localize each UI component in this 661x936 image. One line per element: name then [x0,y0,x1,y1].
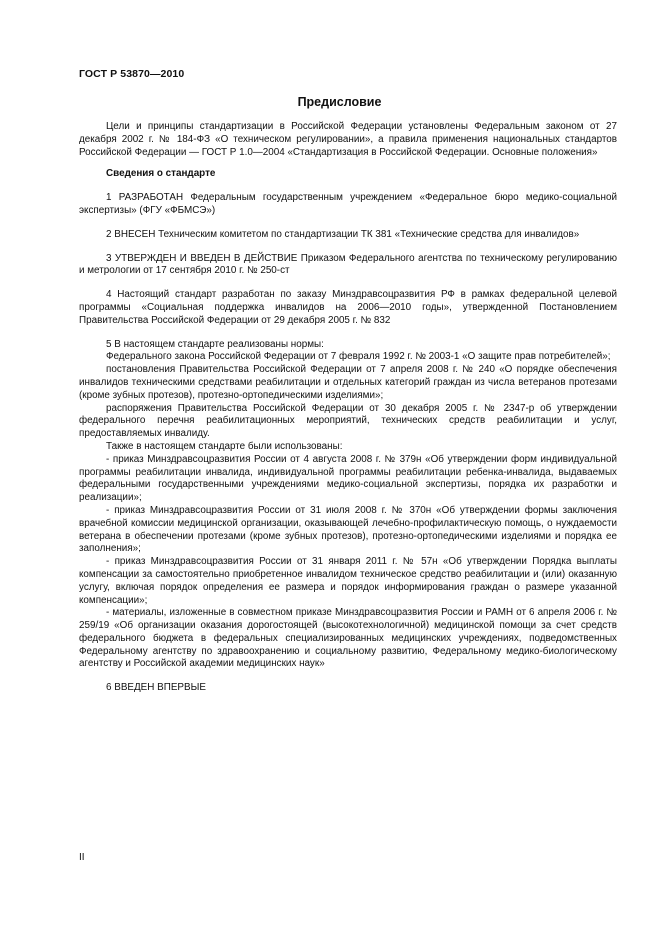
item-5-paragraph: постановления Правительства Российской Федерации от 7 апреля 2008 г. № 240 «О порядке обеспечения инвалидов техническими средствами реабилитации и отдельных категорий граждан из числа ветеранов протезами (кроме зубных протезов), протезно-ортопедическими изделиями»; [79,364,617,401]
item-6: 6 ВВЕДЕН ВПЕРВЫЕ [106,682,206,694]
item-2: 2 ВНЕСЕН Техническим комитетом по стандартизации ТК 381 «Технические средства для инвалидов» [106,228,580,240]
item-5-intro: 5 В настоящем стандарте реализованы нормы: [106,338,324,350]
intro-paragraph: Цели и принципы стандартизации в Российской Федерации установлены Федеральным законом от 27 декабря 2002 г. № 184-ФЗ «О техническом регулировании», а правила применения национальных стандартов Российской Федерации — ГОСТ Р 1.0—2004 «Стандартизация в Российской Федерации. Основные положения» [79,121,617,158]
page-number: II [79,852,85,863]
standard-id: ГОСТ Р 53870—2010 [79,68,185,80]
item-4: 4 Настоящий стандарт разработан по заказу Минздравсоцразвития РФ в рамках федеральной целевой программы «Социальная поддержка инвалидов на 2006—2010 годы», утвержденной Постановлением Правительства Российской Федерации от 29 декабря 2005 г. № 832 [79,289,617,326]
preface-content [79,121,617,695]
item-5-paragraph: Федерального закона Российской Федерации от 7 февраля 1992 г. № 2003-1 «О защите прав потребителей»; [106,351,611,363]
item-5-paragraph: - приказ Минздравсоцразвития России от 31 июля 2008 г. № 370н «Об утверждении формы заключения врачебной комиссии медицинской организации, оказывающей лечебно-профилактическую помощь, о нуждаемости ветерана в обеспечении протезами (кроме зубных протезов), протезно-ортопедическими изделиями и порядка ее заполнения»; [79,504,617,555]
item-5-paragraph: - приказ Минздравсоцразвития России от 4 августа 2008 г. № 379н «Об утверждении форм индивидуальной программы реабилитации инвалида, индивидуальной программы реабилитации ребенка-инвалида, выдаваемых федеральными государственными учреждениями медико-социальной экспертизы, порядка их разработки и реализации»; [79,453,617,504]
item-1: 1 РАЗРАБОТАН Федеральным государственным учреждением «Федеральное бюро медико-социальной экспертизы» (ФГУ «ФБМСЭ») [79,192,617,216]
item-3: 3 УТВЕРЖДЕН И ВВЕДЕН В ДЕЙСТВИЕ Приказом Федерального агентства по техническому регулированию и метрологии от 17 сентября 2010 г. № 250-ст [79,252,617,277]
item-5-paragraph: - приказ Минздравсоцразвития России от 31 января 2011 г. № 57н «Об утверждении Порядка выплаты компенсации за самостоятельно приобретенное инвалидом техническое средство реабилитации и (или) оказанную услугу, включая порядок определения ее размера и порядок информирования граждан о размере указанной компенсации»; [79,556,617,606]
item-5-paragraph: распоряжения Правительства Российской Федерации от 30 декабря 2005 г. № 2347-р об утверждении федерального перечня реабилитационных мероприятий, технических средств реабилитации и услуг, предоставляемых инвалиду. [79,402,617,440]
item-5-paragraph: Также в настоящем стандарте были использованы: [106,440,343,452]
page-title: Предисловие [297,95,382,109]
item-5-paragraph: - материалы, изложенные в совместном приказе Минздравсоцразвития России и РАМН от 6 апреля 2006 г. № 259/19 «Об организации оказания дорогостоящей (высокотехнологичной) медицинской помощи за счет средств федерального бюджета в федеральных специализированных медицинских учреждениях, подведомственных Федеральному агентству по здравоохранению и социальному развитию, Федеральному медико-биологическому агентству и Российской академии медицинских наук» [79,607,617,670]
subheading: Сведения о стандарте [106,168,216,180]
